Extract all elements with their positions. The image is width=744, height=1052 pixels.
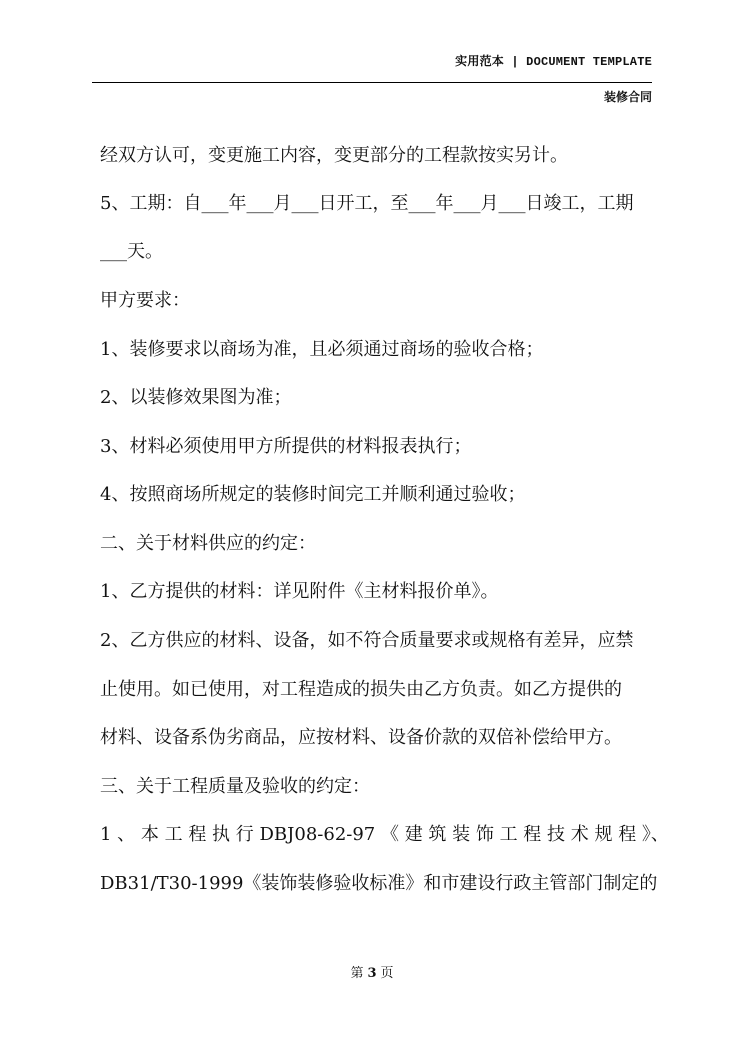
text-line: ___天。 [100,241,163,262]
page-suffix: 页 [380,966,394,981]
text-line: 5、工期：自___年___月___日开工，至___年___月___日竣工，工期 [100,193,634,214]
text-line: 甲方要求： [100,290,190,311]
header-divider [92,82,652,83]
page-footer [0,962,744,981]
page-prefix: 第 [350,966,364,981]
text-line: 1 、 本 工 程 执 行 DBJ08-62-97 《 建 筑 装 饰 工 程 技 术 规 程 》、 [100,824,669,845]
text-line: 2、以装修效果图为准； [100,387,292,408]
text-line: 1、乙方提供的材料：详见附件《主材料报价单》。 [100,581,499,602]
text-line: 4、按照商场所规定的装修时间完工并顺利通过验收； [100,484,526,505]
text-line: 3、材料必须使用甲方所提供的材料报表执行； [100,436,472,457]
text-line: 二、关于材料供应的约定： [100,533,316,554]
header-subtitle: 装修合同 [603,90,652,104]
text-line: 1、装修要求以商场为准，且必须通过商场的验收合格； [100,339,544,360]
text-line: 止使用。如已使用，对工程造成的损失由乙方负责。如乙方提供的 [100,679,622,700]
header-title: 实用范本 | DOCUMENT TEMPLATE [455,55,652,69]
page-number: 3 [367,966,377,981]
text-line: 经双方认可，变更施工内容，变更部分的工程款按实另计。 [100,145,568,166]
text-line: 三、关于工程质量及验收的约定： [100,776,370,797]
text-line: DB31/T30-1999《装饰装修验收标准》和市建设行政主管部门制定的 [100,873,658,894]
text-line: 材料、设备系伪劣商品，应按材料、设备价款的双倍补偿给甲方。 [100,727,622,748]
text-line: 2、乙方供应的材料、设备，如不符合质量要求或规格有差异，应禁 [100,630,634,651]
